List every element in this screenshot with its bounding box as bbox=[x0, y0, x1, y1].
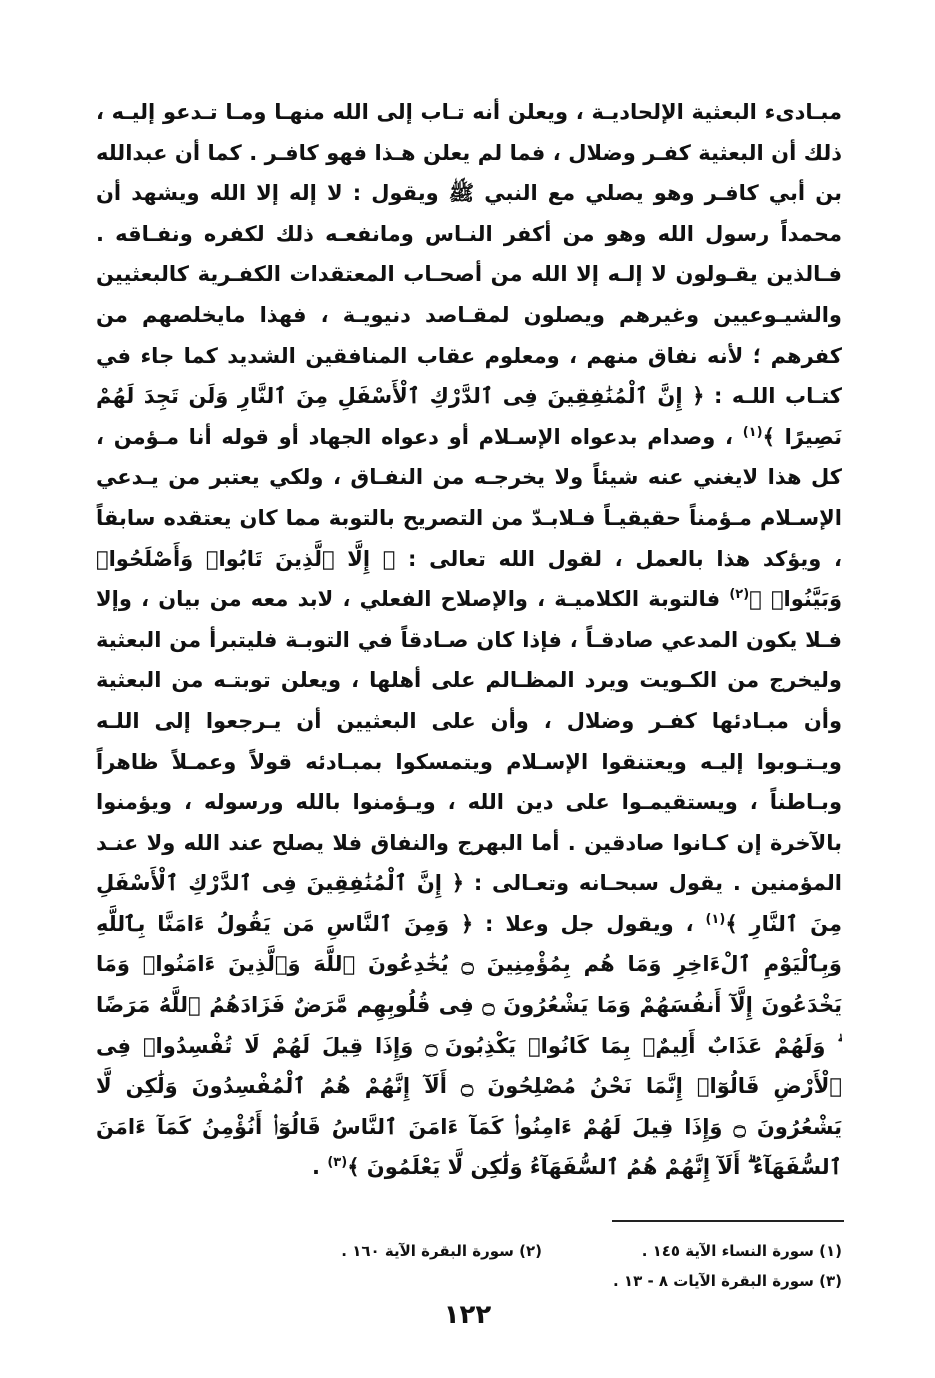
footnote-row bbox=[260, 1236, 842, 1266]
paragraph-text bbox=[96, 92, 842, 1188]
footnote-reference: (١) bbox=[742, 424, 763, 440]
quran-verse: ﴿ إِلَّا ٱلَّذِينَ تَابُوا۟ وَأَصْلَحُوا۟ وَبَيَّنُوا۟ ﴾ bbox=[96, 546, 842, 612]
quran-verse: ﴿ وَمِنَ ٱلنَّاسِ مَن يَقُولُ ءَامَنَّا بِٱللَّهِ وَبِٱلْيَوْمِ ٱلْءَاخِرِ وَمَا هُم بِمُؤْمِنِينَ ۝ يُخَٰدِعُونَ ٱللَّهَ وَٱلَّذِينَ ءَامَنُوا۟ وَمَا يَخْدَعُونَ إِلَّآ أَنفُسَهُمْ وَمَا يَشْعُرُونَ ۝ فِى قُلُوبِهِم مَّرَضٌ فَزَادَهُمُ ٱللَّهُ مَرَضًا ۖ وَلَهُمْ عَذَابٌ أَلِيمٌۢ بِمَا كَانُوا۟ يَكْذِبُونَ ۝ وَإِذَا قِيلَ لَهُمْ لَا تُفْسِدُوا۟ فِى ٱلْأَرْضِ قَالُوٓا۟ إِنَّمَا نَحْنُ مُصْلِحُونَ ۝ أَلَآ إِنَّهُمْ هُمُ ٱلْمُفْسِدُونَ وَلَٰكِن لَّا يَشْعُرُونَ ۝ وَإِذَا قِيلَ لَهُمْ ءَامِنُوا۟ كَمَآ ءَامَنَ ٱلنَّاسُ قَالُوٓا۟ أَنُؤْمِنُ كَمَآ ءَامَنَ ٱلسُّفَهَآءُ ۗ أَلَآ إِنَّهُمْ هُمُ ٱلسُّفَهَآءُ وَلَٰكِن لَّا يَعْلَمُونَ ﴾ bbox=[96, 911, 842, 1180]
text-run: . bbox=[312, 1155, 328, 1180]
main-paragraph bbox=[96, 92, 842, 1202]
footnote-separator bbox=[612, 1220, 844, 1222]
footnote-reference: (٢) bbox=[729, 587, 750, 603]
text-run: فالتوبة الكلاميـة ، والإصلاح الفعلي ، لابد معه من بيان ، وإلا فـلا يكون المدعي صادقـاً ، فإذا كان صـادقاً في التوبـة فليتبرأ من البعثية وليخرج من الكـويت ويرد المظـالم على أهلها ، ويعلن توبتـه من البعثية وأن مبـادئها كفـر وضلال ، وأن على البعثيين أن يـرجعوا إلى اللـه ويـتـوبوا إليـه ويعتنقوا الإسـلام ويتمسكوا بمبـادئه قولاً وعمـلاً ظاهراً وبـاطناً ، ويستقيمـوا على دين الله ، ويـؤمنوا بالله ورسوله ، ويؤمنوا بالآخرة إن كـانوا صادقين . أما البهرج والنفاق فلا يصلح عند الله ولا عنـد المؤمنين . يقول سبحـانه وتعـالى : bbox=[96, 587, 842, 896]
footnote-reference: (١) bbox=[705, 911, 726, 927]
quran-verse: ﴿ إِنَّ ٱلْمُنَٰفِقِينَ فِى ٱلدَّرْكِ ٱلْأَسْفَلِ مِنَ ٱلنَّارِ وَلَن تَجِدَ لَهُمْ نَصِيرًا ﴾ bbox=[96, 384, 842, 449]
text-run: ، ويقول جل وعلا : bbox=[473, 911, 706, 936]
footnote-3: (٣) سورة البقرة الآيات ٨ - ١٣ . bbox=[613, 1272, 842, 1290]
quran-verse: ﴿ إِنَّ ٱلْمُنَٰفِقِينَ فِى ٱلدَّرْكِ ٱلْأَسْفَلِ مِنَ ٱلنَّارِ ﴾ bbox=[96, 871, 842, 936]
footnote-2: (٢) سورة البقرة الآية ١٦٠ . bbox=[341, 1242, 542, 1260]
page-number: ١٢٢ bbox=[443, 1300, 492, 1330]
footnote-reference: (٣) bbox=[327, 1155, 348, 1171]
footnotes bbox=[260, 1236, 842, 1296]
footnote-1: (١) سورة النساء الآية ١٤٥ . bbox=[641, 1242, 842, 1260]
text-run: مبـادىء البعثية الإلحاديـة ، ويعلن أنه تـاب إلى الله منهـا ومـا تـدعو إليـه ، ذلك أن البعثية كفـر وضلال ، فما لم يعلن هـذا فهو كافـر . كما أن عبدالله بن أبي كافـر وهو يصلي مع النبي ﷺ ويقول : لا إله إلا الله ويشهد أن محمداً رسول الله وهو من أكفر النـاس ومانفعـه ذلك لكفره ونفـاقه . فـالذين يقـولون لا إلـه إلا الله من أصحـاب المعتقدات الكفـرية كالبعثيين والشيـوعيين وغيرهم ويصلون لمقـاصد دنيويـة ، فهذا مايخلصهم من كفرهم ؛ لأنه نفاق منهم ، ومعلوم عقاب المنافقين الشديد كما جاء في كتـاب اللـه : bbox=[96, 100, 842, 409]
text-run: ، وصدام بدعواه الإسـلام أو دعواه الجهاد أو قوله أنا مـؤمن ، كل هذا لايغني عنه شيئاً ولا يخرجـه من النفـاق ، ولكي يعتبر من يـدعي الإسـلام مـؤمناً حقيقيـاً فـلابـدّ من التصريح بالتوبة مما كان يعتقده سابقاً ، ويؤكد هذا بالعمل ، لقول الله تعالى : bbox=[96, 424, 842, 571]
footnote-row bbox=[260, 1266, 842, 1296]
